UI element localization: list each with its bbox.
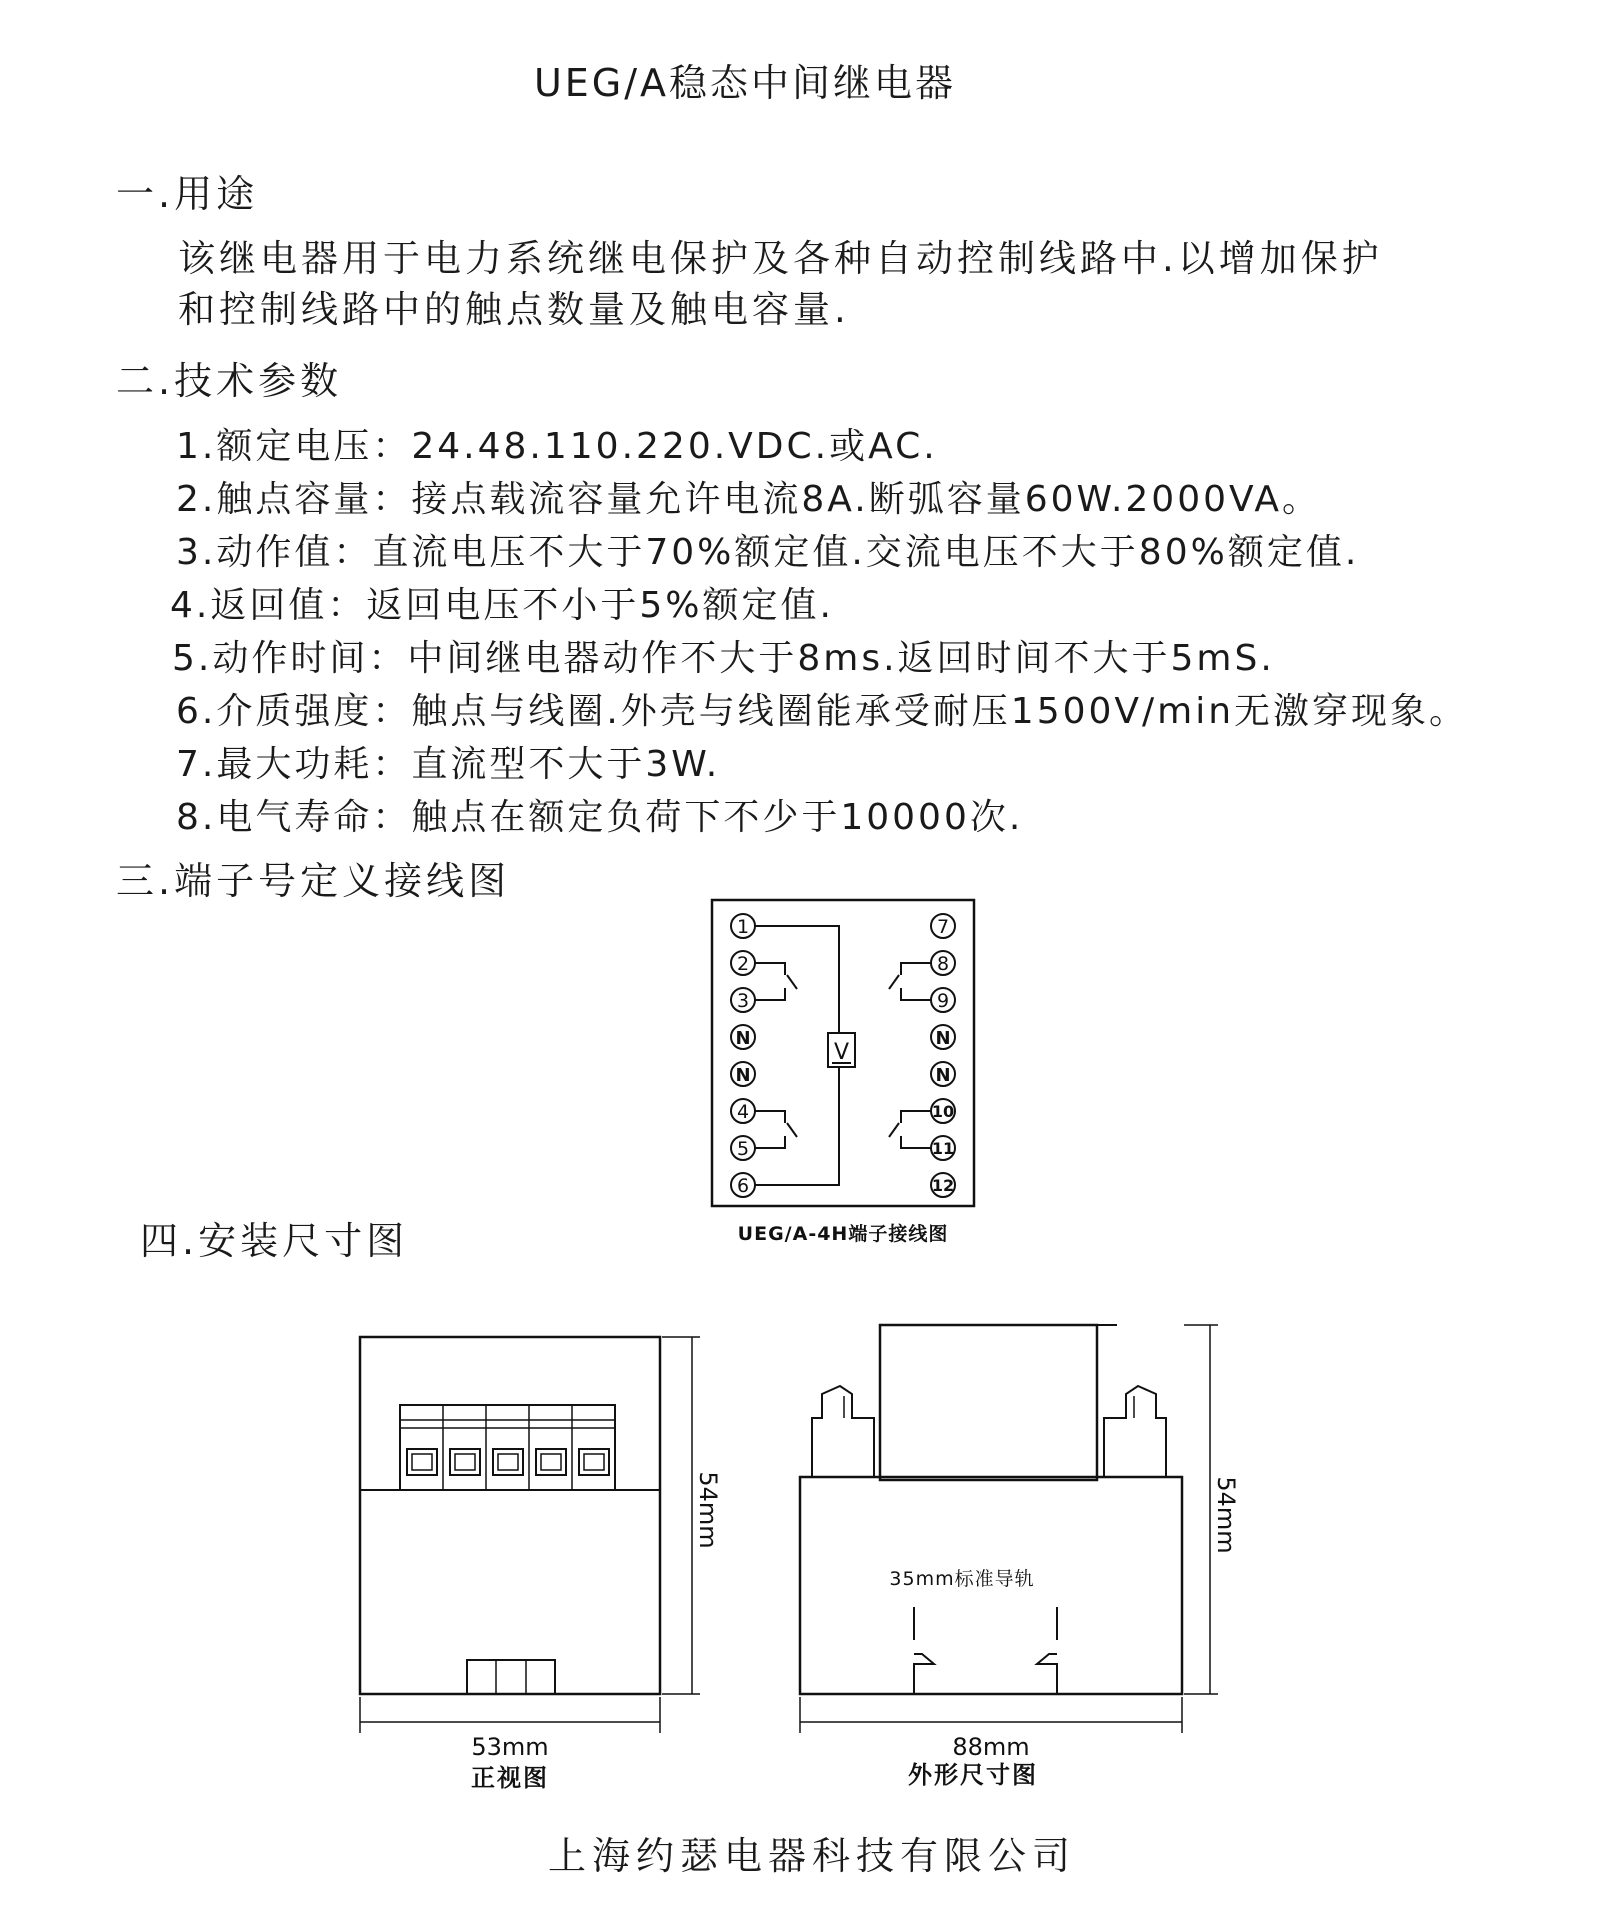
- side-left-clip: [812, 1386, 874, 1477]
- param-item-6: 6.介质强度：触点与线圈.外壳与线圈能承受耐压1500V/min无激穿现象。: [176, 691, 1469, 732]
- svg-text:12: 12: [931, 1176, 955, 1195]
- svg-text:7: 7: [936, 916, 950, 938]
- rail-label: 35mm标准导轨: [889, 1568, 1035, 1590]
- wiring-caption: UEG/A-4H端子接线图: [737, 1223, 949, 1245]
- svg-text:9: 9: [936, 990, 950, 1012]
- params-heading: 二.技术参数: [116, 359, 343, 403]
- side-height-label: 54mm: [1212, 1476, 1240, 1554]
- svg-text:N: N: [735, 1028, 751, 1049]
- param-item-7: 7.最大功耗：直流型不大于3W.: [176, 744, 721, 785]
- side-width-label: 88mm: [952, 1733, 1030, 1761]
- svg-text:1: 1: [736, 916, 750, 938]
- document-title: UEG/A稳态中间继电器: [533, 61, 957, 105]
- company-name: 上海约瑟电器科技有限公司: [547, 1834, 1076, 1878]
- din-rail-slot: [914, 1607, 1057, 1694]
- wiring-heading: 三.端子号定义接线图: [116, 859, 511, 903]
- param-item-4: 4.返回值：返回电压不小于5%额定值.: [170, 585, 834, 626]
- svg-text:10: 10: [931, 1102, 955, 1121]
- front-view-caption: 正视图: [471, 1764, 549, 1792]
- svg-text:N: N: [735, 1065, 751, 1086]
- param-item-8: 8.电气寿命：触点在额定负荷下不少于10000次.: [176, 797, 1024, 838]
- param-item-1: 1.额定电压：24.48.110.220.VDC.或AC.: [176, 426, 938, 467]
- svg-text:N: N: [935, 1065, 951, 1086]
- coil-label: V: [833, 1040, 850, 1065]
- front-width-label: 53mm: [471, 1733, 549, 1761]
- side-view-caption: 外形尺寸图: [908, 1761, 1038, 1789]
- svg-text:6: 6: [736, 1175, 750, 1197]
- param-item-5: 5.动作时间：中间继电器动作不大于8ms.返回时间不大于5mS.: [172, 638, 1275, 679]
- param-item-2: 2.触点容量：接点载流容量允许电流8A.断弧容量60W.2000VA。: [176, 479, 1321, 520]
- side-right-clip: [1104, 1386, 1166, 1477]
- side-top-block: [880, 1325, 1097, 1480]
- usage-line-2: 和控制线路中的触点数量及触电容量.: [178, 288, 850, 331]
- svg-text:N: N: [935, 1028, 951, 1049]
- usage-heading: 一.用途: [116, 172, 259, 216]
- front-height-label: 54mm: [694, 1471, 722, 1549]
- svg-text:4: 4: [736, 1101, 750, 1123]
- install-heading: 四.安装尺寸图: [140, 1219, 409, 1263]
- param-item-3: 3.动作值：直流电压不大于70%额定值.交流电压不大于80%额定值.: [176, 532, 1360, 573]
- svg-text:3: 3: [736, 990, 750, 1012]
- svg-text:5: 5: [736, 1138, 750, 1160]
- svg-text:8: 8: [936, 953, 950, 975]
- svg-text:11: 11: [931, 1139, 955, 1158]
- svg-text:2: 2: [736, 953, 750, 975]
- usage-line-1: 该继电器用于电力系统继电保护及各种自动控制线路中.以增加保护: [178, 237, 1383, 280]
